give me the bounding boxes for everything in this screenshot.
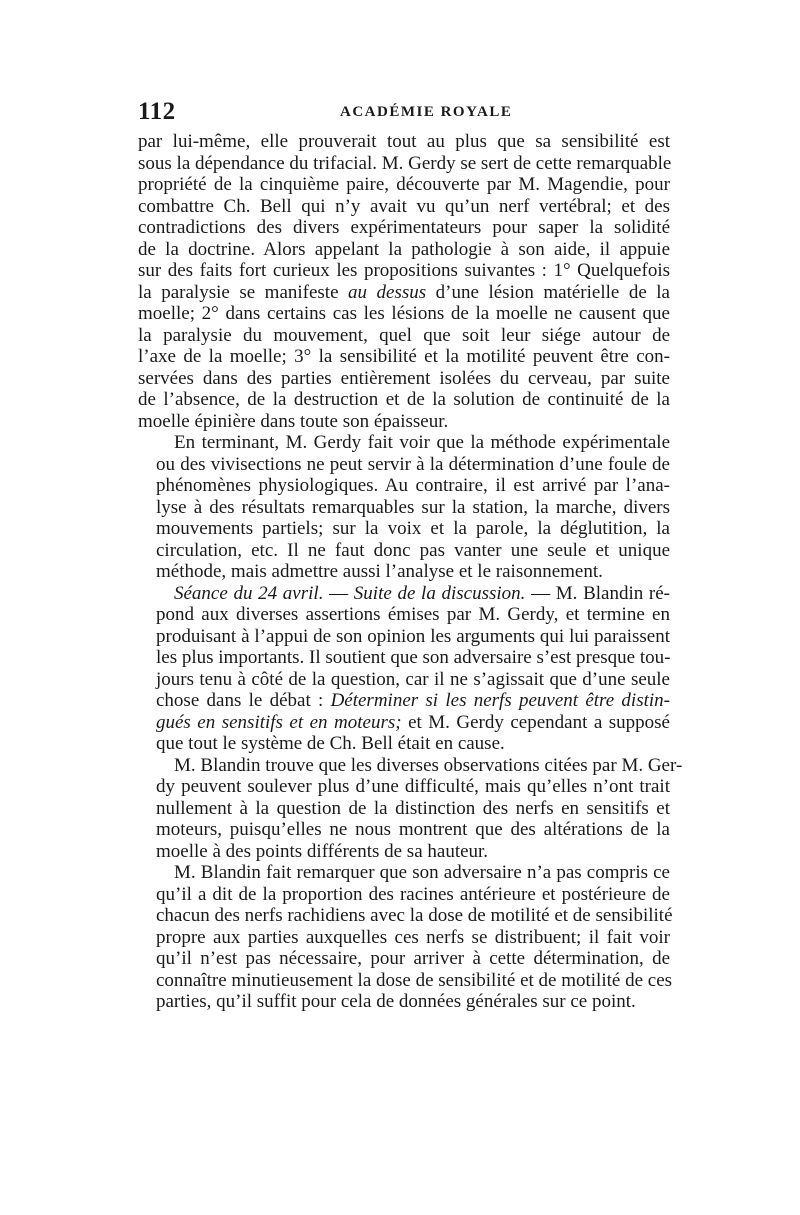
text-line: qu’il n’est pas nécessaire, pour arriver à cette détermination, de [156,948,670,969]
text-line: la paralysie se manifeste au dessus d’une lésion matérielle de la [138,281,670,303]
text-line: sous la dépendance du trifacial. M. Gerdy se sert de cette remarquable [138,152,672,174]
text-line: les plus importants. Il soutient que son adversaire s’est presque tou- [156,647,671,668]
text-line: propriété de la cinquième paire, découverte par M. Magendie, pour [138,174,670,195]
text-line: pond aux diverses assertions émises par M. Gerdy, et termine en [156,604,670,625]
paragraph [138,862,673,1013]
paragraph [138,131,670,432]
text-line: moelle; 2° dans certains cas les lésions de la moelle ne causent que [138,303,670,324]
text-line: la paralysie du mouvement, quel que soit leur siége autour de [138,324,670,346]
text-line: moelle épinière dans toute son épaisseur. [138,410,449,432]
text-line: mouvements partiels; sur la voix et la parole, la déglutition, la [156,518,670,539]
text-line: circulation, etc. Il ne faut donc pas vanter une seule et unique [156,539,670,561]
text-line: méthode, mais admettre aussi l’analyse et le raisonnement. [156,561,603,582]
text-line: gués en sensitifs et en moteurs; et M. Gerdy cependant a supposé [156,711,670,733]
paragraph [138,583,670,755]
text-line: phénomènes physiologiques. Au contraire, il est arrivé par l’ana- [156,475,670,496]
text-line: propre aux parties auxquelles ces nerfs se distribuent; il fait voir [156,926,670,948]
text-line: parties, qu’il suffit pour cela de données générales sur ce point. [156,991,636,1012]
header-title: ACADÉMIE ROYALE [340,104,513,120]
body-text [138,131,683,1013]
text-line: par lui-même, elle prouverait tout au plus que sa sensibilité est [138,131,670,152]
text-line: produisant à l’appui de son opinion les arguments qui lui paraissent [156,625,670,647]
text-line: servées dans des parties entièrement isolées du cerveau, par suite [138,367,670,389]
text-line: combattre Ch. Bell qui n’y avait vu qu’un nerf vertébral; et des [138,195,670,217]
text-line: sur des faits fort curieux les propositions suivantes : 1° Quelquefois [138,260,670,281]
text-line: Séance du 24 avril. — Suite de la discussion. — M. Blandin ré- [174,582,671,604]
text-line: de l’absence, de la destruction et de la solution de continuité de la [138,389,670,410]
text-line: moteurs, puisqu’elles ne nous montrent que des altérations de la [156,819,670,840]
text-line: qu’il a dit de la proportion des racines antérieure et postérieure de [156,883,670,905]
text-line: chacun des nerfs rachidiens avec la dose de motilité et de sensibilité [156,905,673,926]
paragraph [138,754,683,863]
text-line: M. Blandin trouve que les diverses observations citées par M. Ger- [174,754,683,776]
text-line: En terminant, M. Gerdy fait voir que la méthode expérimentale [174,432,670,453]
text-line: contradictions des divers expérimentateurs pour saper la solidité [138,217,670,238]
text-line: ou des vivisections ne peut servir à la détermination d’une foule de [156,453,670,475]
text-line: moelle à des points différents de sa hauteur. [156,840,489,862]
text-line: connaître minutieusement la dose de sensibilité et de motilité de ces [156,969,673,991]
text-line: l’axe de la moelle; 3° la sensibilité et la motilité peuvent être con- [138,346,670,367]
text-line: dy peuvent soulever plus d’une difficulté, mais qu’elles n’ont trait [156,776,670,797]
running-head [138,98,678,128]
paragraph [138,432,670,583]
text-line: M. Blandin fait remarquer que son adversaire n’a pas compris ce [174,862,670,883]
text-line: nullement à la question de la distinction des nerfs en sensitifs et [156,797,670,819]
text-line: que tout le système de Ch. Bell était en cause. [156,733,505,754]
page-number: 112 [138,98,176,125]
text-line: chose dans le débat : Déterminer si les nerfs peuvent être distin- [156,690,670,711]
text-line: jours tenu à côté de la question, car il ne s’agissait que d’une seule [156,668,670,690]
text-line: de la doctrine. Alors appelant la pathologie à son aide, il appuie [138,238,670,260]
text-line: lyse à des résultats remarquables sur la station, la marche, divers [156,496,670,518]
